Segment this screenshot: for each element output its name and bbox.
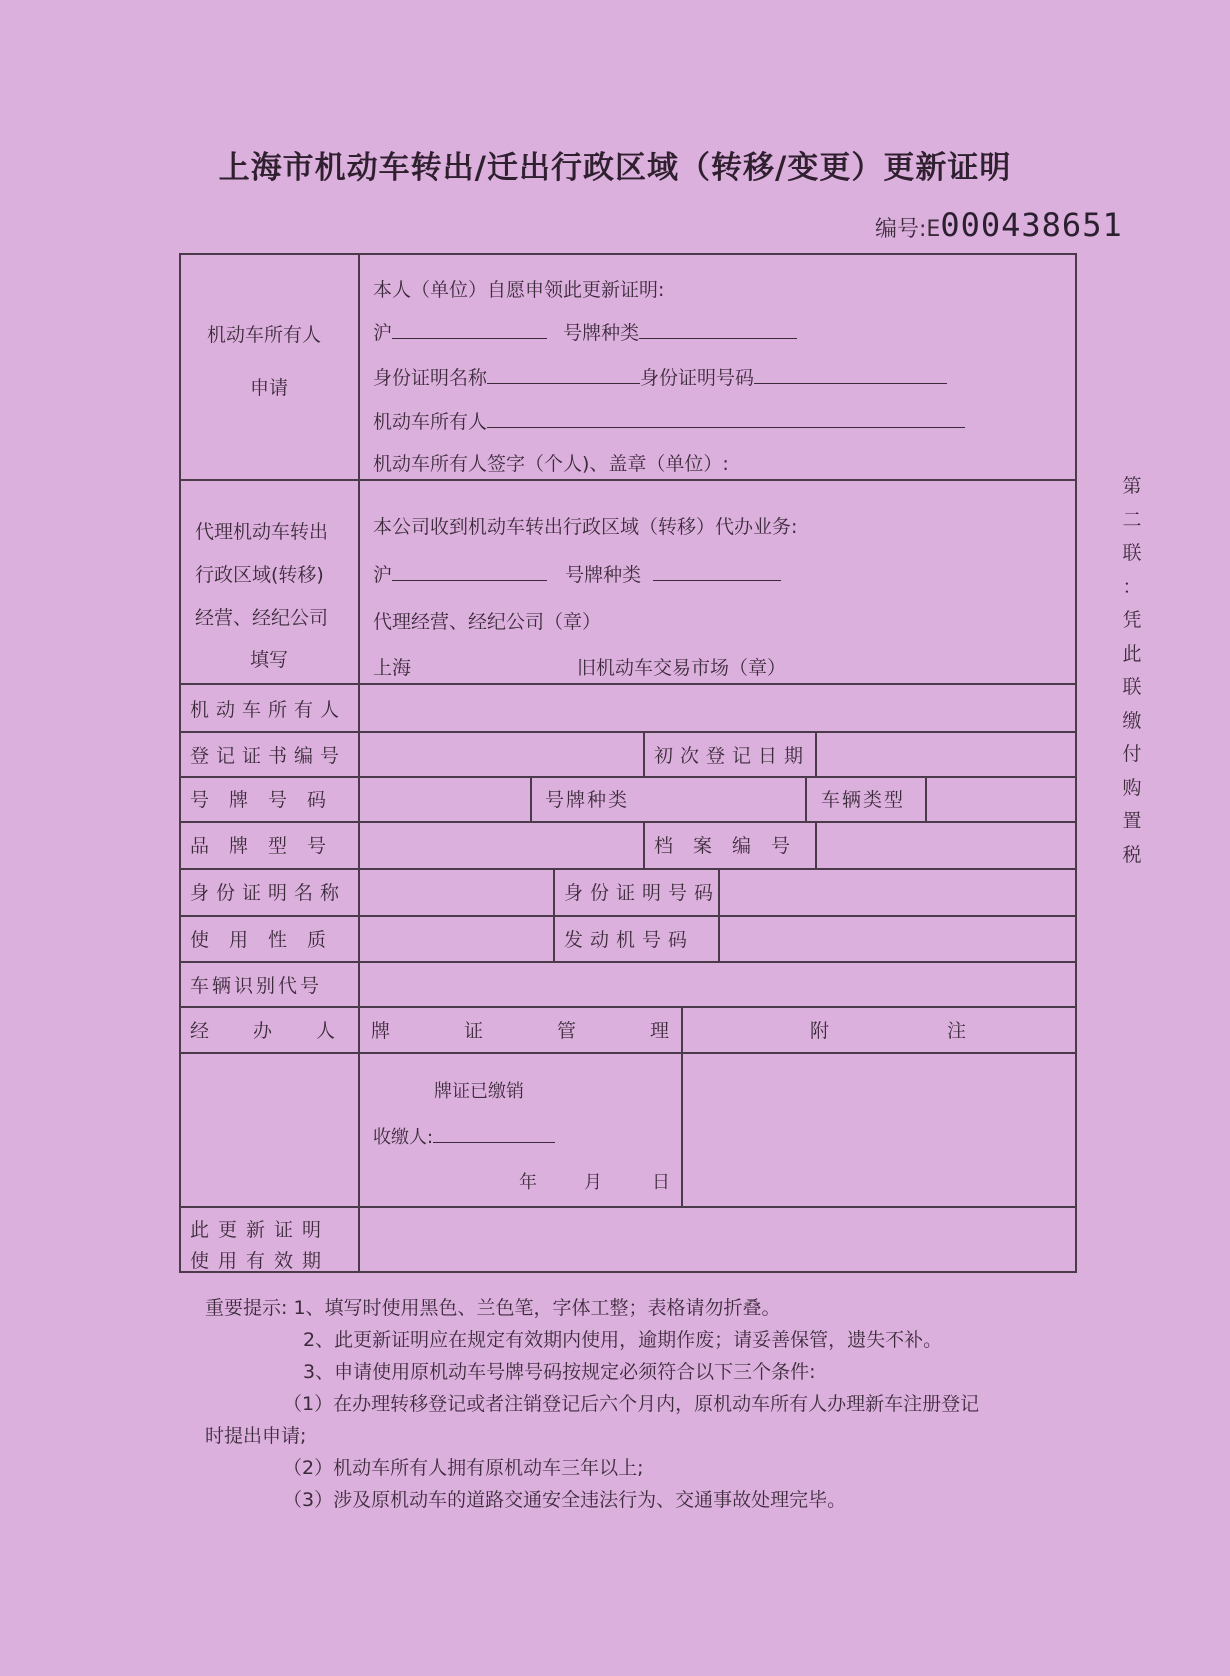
serial-number: [875, 206, 1123, 244]
agent-plate-prefix: 沪: [373, 564, 393, 586]
owner-field-label: 机动车所有人: [190, 699, 347, 721]
note-3: 3、申请使用原机动车号牌号码按规定必须符合以下三个条件:: [303, 1361, 816, 1383]
agent-plate-number-field[interactable]: [392, 562, 547, 581]
id-name-field[interactable]: [487, 365, 640, 384]
agent-label-3: 经营、经纪公司: [195, 607, 329, 629]
owner-name-field[interactable]: [487, 409, 965, 428]
side-char: 二: [1122, 508, 1142, 531]
owner-name-label: 机动车所有人: [373, 411, 488, 433]
side-char: 此: [1122, 642, 1142, 665]
owner-intro: 本人（单位）自愿申领此更新证明:: [373, 279, 665, 301]
vin-label: 车辆识别代号: [190, 975, 323, 997]
plates-cancelled-label: 牌证已缴销: [434, 1081, 524, 1102]
plate-number-field[interactable]: [392, 320, 547, 339]
first-reg-label: 初次登记日期: [654, 745, 811, 767]
note-5: （2）机动车所有人拥有原机动车三年以上;: [283, 1457, 644, 1479]
agent-label-4: 填写: [250, 649, 289, 671]
copy-side-note: [1118, 470, 1146, 872]
owner-signature-label: 机动车所有人签字（个人)、盖章（单位）:: [373, 453, 729, 475]
agent-company-label: 代理经营、经纪公司（章）: [373, 611, 602, 633]
note-4: （1）在办理转移登记或者注销登记后六个月内，原机动车所有人办理新车注册登记: [283, 1393, 980, 1415]
form-title: 上海市机动车转出/迁出行政区域（转移/变更）更新证明: [218, 150, 1012, 186]
collector-label: 收缴人:: [373, 1127, 434, 1148]
validity-label-1: 此更新证明: [190, 1219, 331, 1241]
owner-section-label-1: 机动车所有人: [207, 324, 322, 346]
id-number-cell-label: 身份证明号码: [564, 882, 721, 904]
agent-market-label: 旧机动车交易市场（章）: [577, 657, 787, 679]
side-char: 联: [1122, 542, 1142, 564]
owner-plate-row: [373, 318, 797, 345]
plate-type-field[interactable]: [639, 320, 797, 339]
brand-model-label: 品牌型号: [190, 835, 347, 857]
agent-plate-type-label: 号牌种类: [565, 564, 642, 586]
side-char: 凭: [1122, 609, 1142, 631]
usage-label: 使用性质: [190, 929, 347, 951]
vehicle-type-label: 车辆类型: [821, 789, 906, 811]
id-name-cell-label: 身份证明名称: [190, 882, 347, 904]
serial-label: 编号:E: [875, 217, 941, 242]
handler-label: 经办人: [190, 1020, 380, 1042]
day-label: 日: [652, 1172, 670, 1193]
collector-row: [373, 1123, 555, 1149]
side-char: 购: [1122, 776, 1142, 799]
agent-plate-type-field[interactable]: [653, 562, 781, 581]
side-char: ：: [1122, 575, 1142, 598]
cert-no-label: 登记证书编号: [190, 745, 347, 767]
side-char: 缴: [1122, 709, 1142, 732]
plate-type-label: 号牌种类: [563, 322, 640, 344]
side-char: 第: [1122, 475, 1142, 497]
owner-section-label-2: 申请: [250, 377, 289, 399]
agent-shanghai-label: 上海: [373, 657, 412, 679]
id-number-field[interactable]: [754, 365, 947, 384]
note-4-cont: 时提出申请;: [205, 1425, 307, 1447]
month-label: 月: [584, 1172, 602, 1193]
note-1: 重要提示: 1、填写时使用黑色、兰色笔，字体工整；表格请勿折叠。: [205, 1297, 781, 1319]
file-no-label: 档案编号: [654, 835, 811, 857]
plate-type-cell-label: 号牌种类: [545, 789, 630, 811]
id-name-label: 身份证明名称: [373, 367, 488, 389]
side-char: 置: [1122, 810, 1142, 832]
note-2: 2、此更新证明应在规定有效期内使用，逾期作废；请妥善保管，遗失不补。: [303, 1329, 943, 1351]
side-char: 联: [1122, 676, 1142, 698]
note-6: （3）涉及原机动车的道路交通安全违法行为、交通事故处理完毕。: [283, 1489, 847, 1511]
agent-label-1: 代理机动车转出: [195, 521, 329, 543]
year-label: 年: [519, 1172, 537, 1193]
plate-prefix: 沪: [373, 322, 393, 344]
plate-no-label: 号牌号码: [190, 789, 347, 811]
side-char: 付: [1122, 743, 1142, 765]
side-char: 税: [1122, 843, 1142, 866]
engine-no-label: 发动机号码: [564, 929, 695, 951]
agent-plate-row: [373, 560, 781, 587]
plate-mgmt-label: 牌证管理: [371, 1020, 744, 1042]
owner-name-row: [373, 407, 965, 434]
collector-field[interactable]: [433, 1124, 555, 1143]
serial-value: 000438651: [940, 206, 1123, 244]
remarks-label: 附注: [810, 1020, 1085, 1042]
id-number-label: 身份证明号码: [640, 367, 755, 389]
owner-id-row: [373, 363, 947, 390]
agent-label-2: 行政区域(转移): [195, 564, 324, 586]
form-table: [179, 253, 1085, 1273]
validity-label-2: 使用有效期: [190, 1250, 331, 1272]
agent-intro: 本公司收到机动车转出行政区域（转移）代办业务:: [373, 516, 798, 538]
